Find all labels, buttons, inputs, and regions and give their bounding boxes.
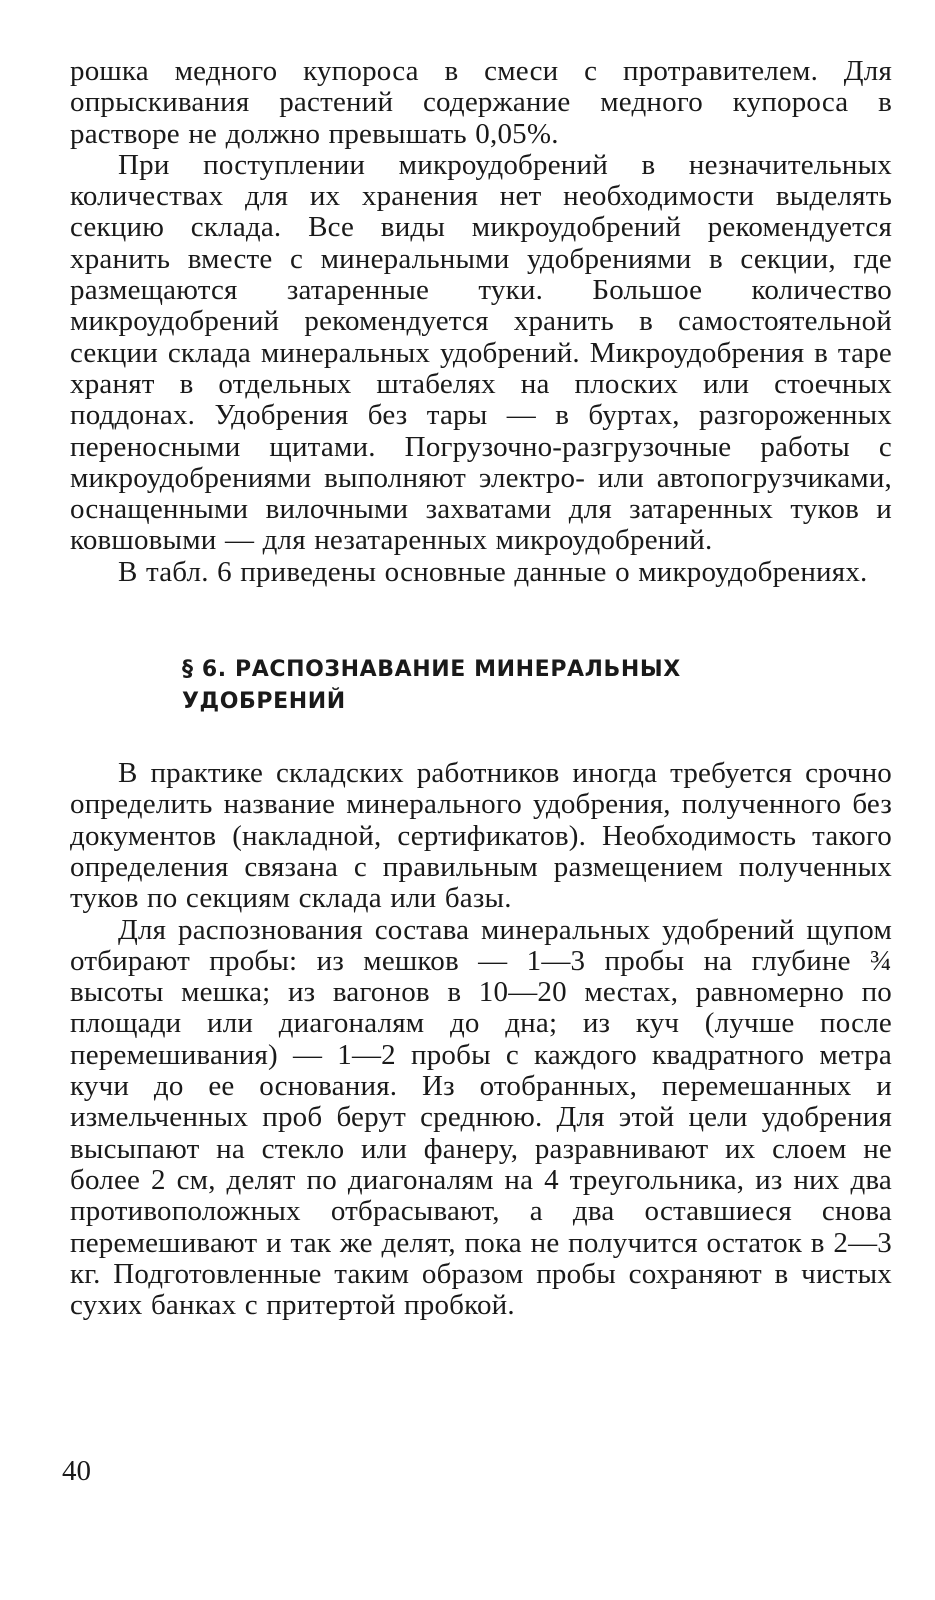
paragraph-table-reference: В табл. 6 приведены основные данные о микроудобрениях. [118,555,868,588]
page-body [70,56,892,1321]
paragraph-identification-need: В практике складских работников иногда требуется срочно определить название минерального удобрения, полученного без документов (накладной, сертификатов). Необходимость такого определения связана с правильным размещением полученных туков по секциям склада или базы. [70,757,892,915]
page-number: 40 [62,1455,91,1487]
paragraph-microfertilizer-storage: При поступлении микроудобрений в незначительных количествах для их хранения нет необходимости выделять секцию склада. Все виды микроудобрений рекомендуется хранить вместе с минеральными удобрениями в секции, где размещаются затаренные туки. Большое количество микроудобрений рекомендуется хранить в самостоятельной секции склада минеральных удобрений. Микроудобрения в таре хранят в отдельных штабелях на плоских или стоечных поддонах. Удобрения без тары — в буртах, разгороженных переносными щитами. Погрузочно-разгрузочные работы с микроудобрениями выполняют электро- или автопогрузчиками, оснащенными вилочными захватами для затаренных туков и ковшовыми — для незатаренных микроудобрений. [70,148,892,557]
section-heading [70,654,892,718]
paragraph-sampling-procedure: Для распознования состава минеральных удобрений щупом отбирают пробы: из мешков — 1—3 пробы на глубине ¾ высоты мешка; из вагонов в 10—20 местах, равномерно по площади или диагоналям до дна; из куч (лучше после перемешивания) — 1—2 пробы с каждого квадратного метра кучи до ее основания. Из отобранных, перемешанных и измельченных проб берут среднюю. Для этой цели удобрения высыпают на стекло или фанеру, разравнивают их слоем не более 2 см, делят по диагоналям на 4 треугольника, из них два противоположных отбрасывают, а два оставшиеся снова перемешивают и так же делят, пока не получится остаток в 2—3 кг. Подготовленные таким образом пробы сохраняют в чистых сухих банках с притертой пробкой. [70,913,892,1322]
paragraph-continuation: рошка медного купороса в смеси с протравителем. Для опрыскивания растений содержание медного купороса в растворе не должно превышать 0,05%. [70,55,892,150]
section-heading-line-1: § 6. РАСПОЗНАВАНИЕ МИНЕРАЛЬНЫХ [182,657,681,683]
section-heading-line-2: УДОБРЕНИЙ [182,689,346,715]
